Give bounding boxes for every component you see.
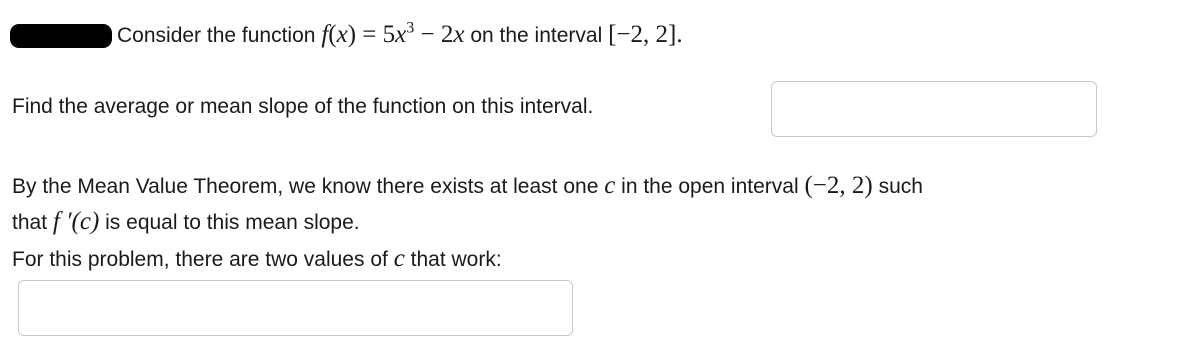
q2-text-2: that work: bbox=[410, 248, 502, 271]
x-symbol: x bbox=[336, 21, 348, 48]
c-values-answer-input[interactable] bbox=[18, 280, 573, 336]
exponent: 3 bbox=[406, 19, 415, 37]
mvt-statement-line2 bbox=[12, 208, 360, 236]
formula-eq: ) = 5 bbox=[347, 21, 396, 48]
f-prime-c: f ′(c) bbox=[52, 208, 100, 235]
function-statement bbox=[117, 21, 683, 49]
formula-minus: − 2 bbox=[414, 21, 454, 48]
question-c-values bbox=[12, 245, 502, 273]
open-interval: (−2, 2) bbox=[804, 172, 873, 199]
mvt-text-2: in the open interval bbox=[621, 175, 799, 198]
redaction-mark bbox=[10, 24, 112, 48]
mvt-text-3: such bbox=[878, 175, 923, 198]
mvt-text-5: is equal to this mean slope. bbox=[105, 211, 360, 234]
c-symbol: c bbox=[604, 172, 616, 199]
q2-text-1: For this problem, there are two values of bbox=[12, 248, 388, 271]
function-formula: $f(x) = 5x^3 - 2x$ bbox=[321, 19, 465, 48]
interval-value: [−2, 2]. bbox=[608, 21, 683, 48]
intro-text: Consider the function bbox=[117, 24, 316, 47]
mvt-text-4: that bbox=[12, 211, 48, 234]
interval-label: on the interval bbox=[470, 24, 603, 47]
mvt-text-1: By the Mean Value Theorem, we know there exists at least one bbox=[12, 175, 599, 198]
mvt-statement-line1 bbox=[12, 172, 923, 200]
f-symbol: f bbox=[321, 21, 329, 48]
question-mean-slope: Find the average or mean slope of the function on this interval. bbox=[12, 95, 594, 118]
mean-slope-answer-input[interactable] bbox=[771, 81, 1097, 137]
c-symbol-2: c bbox=[393, 245, 405, 272]
